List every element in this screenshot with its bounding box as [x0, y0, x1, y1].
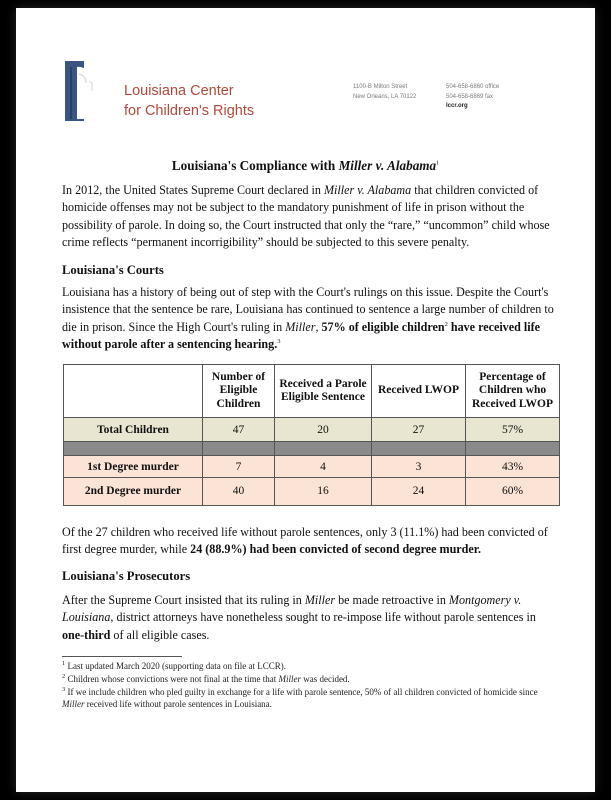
text-run: Miller: [62, 699, 85, 710]
title-case-name: Miller v. Alabama: [338, 158, 437, 173]
website-link[interactable]: lccr.org: [446, 103, 468, 109]
prosecutors-heading: Louisiana's Prosecutors: [62, 569, 191, 583]
table-cell: 4: [275, 456, 372, 478]
table-separator-row: [64, 442, 560, 456]
text-run: that children convicted of homicide offenses may not be subject to the mandatory punishment of life in prison without the possibility of parole. In doing so, the Court instructed that only the “rare,” “uncommon” child whose crime reflects “permanent incorrigibility” should be subjected to this severe penalty.: [62, 183, 550, 250]
table-header-eligible: Number of Eligible Children: [203, 365, 275, 418]
text-run: If we include children who pled guilty in exchange for a life with parole sentence, 50% of all children convicted of homicide since: [65, 687, 538, 697]
footnote-divider: [62, 656, 182, 657]
table-row-total: [64, 418, 560, 442]
text-run: Of the 27 children who received life without parole sentences, only 3 (11.1%) had been convicted of first degree murder, while: [62, 525, 548, 557]
table-cell: 47: [203, 418, 275, 442]
table-cell: 40: [203, 478, 275, 506]
separator-cell: [372, 442, 466, 456]
org-name-line2: for Children's Rights: [124, 103, 255, 119]
table-header-blank: [64, 365, 203, 418]
table-cell: 24: [372, 478, 466, 506]
text-run: Miller: [278, 674, 301, 684]
row-label: 1st Degree murder: [64, 456, 203, 478]
table-header-row: [64, 365, 560, 418]
row-label: Total Children: [64, 418, 203, 442]
separator-cell: [466, 442, 560, 456]
text-run: one-third: [62, 627, 111, 642]
table-cell: 16: [275, 478, 372, 506]
text-run: of all eligible cases.: [110, 627, 210, 642]
footnote-ref[interactable]: 2: [62, 673, 66, 680]
lwop-table: [63, 364, 560, 506]
organization-name: [124, 81, 254, 121]
text-run: have received life without parole after a sentencing hearing.: [62, 319, 540, 352]
separator-cell: [203, 442, 275, 456]
text-run: Miller v. Alabama: [323, 183, 412, 197]
table-row-first-degree: [64, 456, 560, 478]
table-header-percentage: Percentage of Children who Received LWOP: [466, 365, 560, 418]
text-run: received life without parole sentences in Louisiana.: [84, 699, 272, 710]
title-prefix: Louisiana's Compliance with: [171, 158, 339, 173]
lccr-hand-logo-icon: [65, 61, 113, 121]
text-run: In 2012, the United States Supreme Court declared in: [62, 183, 324, 197]
table-cell: 7: [203, 456, 275, 478]
text-run: 24 (88.9%) had been convicted of second degree murder.: [190, 542, 482, 557]
table-cell: 43%: [466, 456, 560, 478]
footnote-ref[interactable]: 3: [62, 686, 66, 693]
text-run: Louisiana has a history of being out of step with the Court's rulings on this issue. Despite the Court's insistence that the sentence be rare, Louisiana has continued to sentence a large number of children to die in prison. Since the High Court's ruling in: [62, 285, 554, 334]
org-address: [353, 83, 416, 102]
text-run: , district attorneys have nonetheless sought to re-impose life without parole sentences in: [110, 610, 536, 625]
text-run: Miller: [285, 319, 316, 334]
text-run: Miller: [304, 593, 336, 607]
footnote-ref[interactable]: 2: [444, 320, 448, 328]
phone-office: 504-658-6860 office: [446, 84, 500, 90]
address-line1: 1100-B Milton Street: [353, 84, 408, 90]
address-line2: New Orleans, LA 70122: [353, 93, 417, 100]
row-label: 2nd Degree murder: [64, 478, 203, 506]
separator-cell: [64, 442, 203, 456]
table-cell: 3: [372, 456, 466, 478]
footnote-ref[interactable]: 1: [62, 660, 66, 667]
text-run: ,: [315, 319, 322, 334]
after-table-paragraph: [62, 524, 560, 559]
document-page: [16, 8, 595, 792]
intro-paragraph: [62, 182, 560, 252]
org-contact: [446, 83, 499, 112]
text-run: Children whose convictions were not final at the time that: [65, 674, 279, 684]
document-title: [16, 158, 595, 174]
text-run: was decided.: [300, 674, 350, 684]
text-run: Montgomery v. Louisiana: [62, 593, 522, 625]
table-cell: 57%: [466, 418, 560, 442]
table-header-parole: Received a Parole Eligible Sentence: [275, 365, 372, 418]
phone-fax: 504-658-6869 fax: [446, 93, 494, 100]
table-cell: 60%: [466, 478, 560, 506]
footnote-ref[interactable]: 3: [277, 338, 281, 346]
title-footnote-ref[interactable]: 1: [436, 160, 440, 167]
table-row-second-degree: [64, 478, 560, 506]
prosecutors-paragraph: [62, 592, 560, 644]
text-run: be made retroactive in: [335, 593, 449, 607]
footnote-3: [62, 686, 562, 710]
table-header-lwop: Received LWOP: [372, 365, 466, 418]
org-name-line1: Louisiana Center: [124, 83, 234, 99]
text-run: Last updated March 2020 (supporting data on file at LCCR).: [65, 661, 286, 671]
courts-heading: Louisiana's Courts: [62, 263, 164, 277]
table-cell: 20: [275, 418, 372, 442]
courts-paragraph: [62, 284, 560, 354]
footnote-2: [62, 673, 562, 685]
separator-cell: [275, 442, 372, 456]
text-run: After the Supreme Court insisted that its ruling in: [62, 593, 305, 607]
text-run: 57% of eligible children: [321, 319, 445, 334]
table-cell: 27: [372, 418, 466, 442]
footnote-1: [62, 660, 562, 672]
